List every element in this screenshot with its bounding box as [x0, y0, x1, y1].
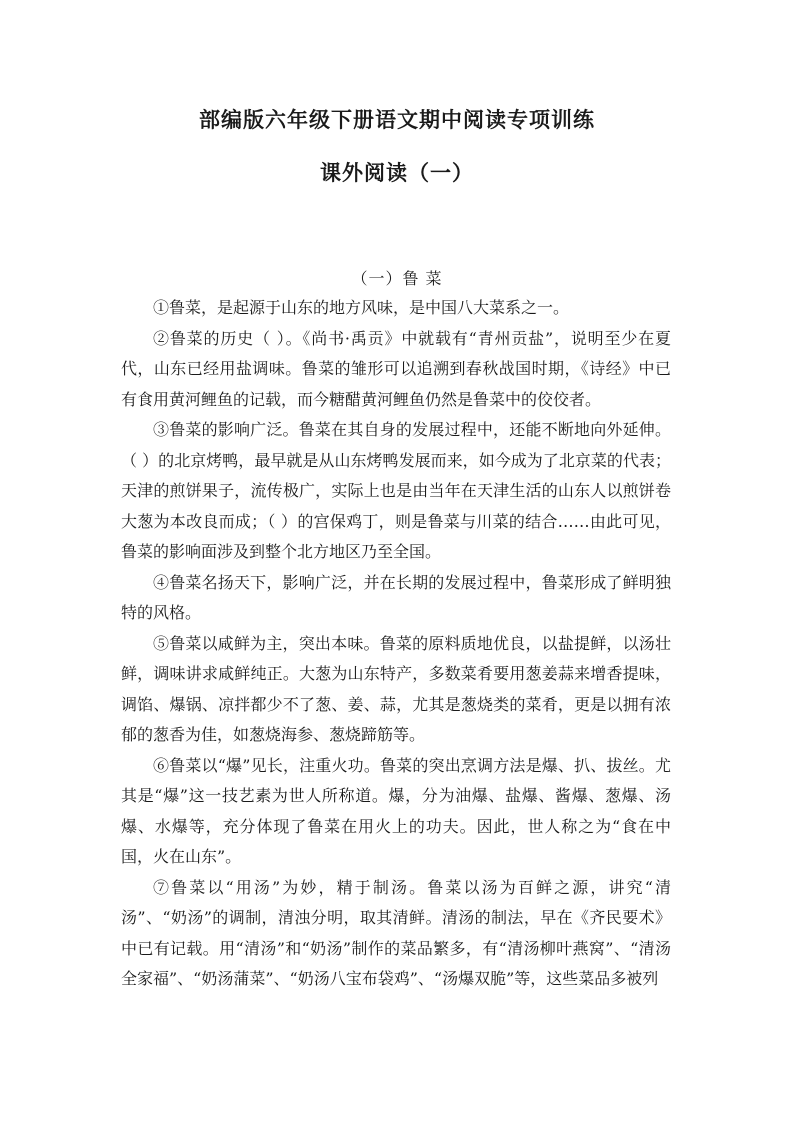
- document-title: 部编版六年级下册语文期中阅读专项训练: [199, 108, 595, 132]
- paragraph-6: ⑥鲁菜以“爆”见长，注重火功。鲁菜的突出烹调方法是爆、扒、拔丝。尤其是“爆”这一技艺素为世人所称道。爆，分为油爆、盐爆、酱爆、葱爆、汤爆、水爆等，充分体现了鲁菜在用火上的功夫。因此，世人称之为“食在中国，火在山东”。: [121, 755, 671, 866]
- paragraph-1: ①鲁菜，是起源于山东的地方风味，是中国八大菜系之一。: [153, 298, 570, 317]
- paragraph-5: ⑤鲁菜以咸鲜为主，突出本味。鲁菜的原料质地优良，以盐提鲜，以汤壮鲜，调味讲求咸鲜纯正。大葱为山东特产，多数菜肴要用葱姜蒜来增香提味，调馅、爆锅、凉拌都少不了葱、姜、蒜，尤其是葱烧类的菜肴，更是以拥有浓郁的葱香为佳，如葱烧海参、葱烧蹄筋等。: [121, 633, 671, 744]
- paragraph-2: ②鲁菜的历史（ ）。《尚书·禹贡》中就载有“青州贡盐”，说明至少在夏代，山东已经用盐调味。鲁菜的雏形可以追溯到春秋战国时期，《诗经》中已有食用黄河鲤鱼的记载，而今糖醋黄河鲤鱼仍然是鲁菜中的佼佼者。: [121, 328, 671, 409]
- article-body: [121, 293, 671, 995]
- document-subtitle: 课外阅读（一）: [320, 161, 474, 185]
- section-heading: （一）鲁 菜: [351, 269, 443, 288]
- paragraph-3: ③鲁菜的影响广泛。鲁菜在其自身的发展过程中，还能不断地向外延伸。（ ）的北京烤鸭，最早就是从山东烤鸭发展而来，如今成为了北京菜的代表；天津的煎饼果子，流传极广，实际上也是由当年在天津生活的山东人以煎饼卷大葱为本改良而成；（ ）的宫保鸡丁，则是鲁菜与川菜的结合……由此可见，鲁菜的影响面涉及到整个北方地区乃至全国。: [121, 420, 671, 561]
- paragraph-7: ⑦鲁菜以“用汤”为妙，精于制汤。鲁菜以汤为百鲜之源，讲究“清汤”、“奶汤”的调制，清浊分明，取其清鲜。清汤的制法，早在《齐民要术》中已有记载。用“清汤”和“奶汤”制作的菜品繁多，有“清汤柳叶燕窝”、“清汤全家福”、“奶汤蒲菜”、“奶汤八宝布袋鸡”、“汤爆双脆”等，这些菜品多被列: [121, 877, 671, 988]
- paragraph-4: ④鲁菜名扬天下，影响广泛，并在长期的发展过程中，鲁菜形成了鲜明独特的风格。: [121, 572, 671, 622]
